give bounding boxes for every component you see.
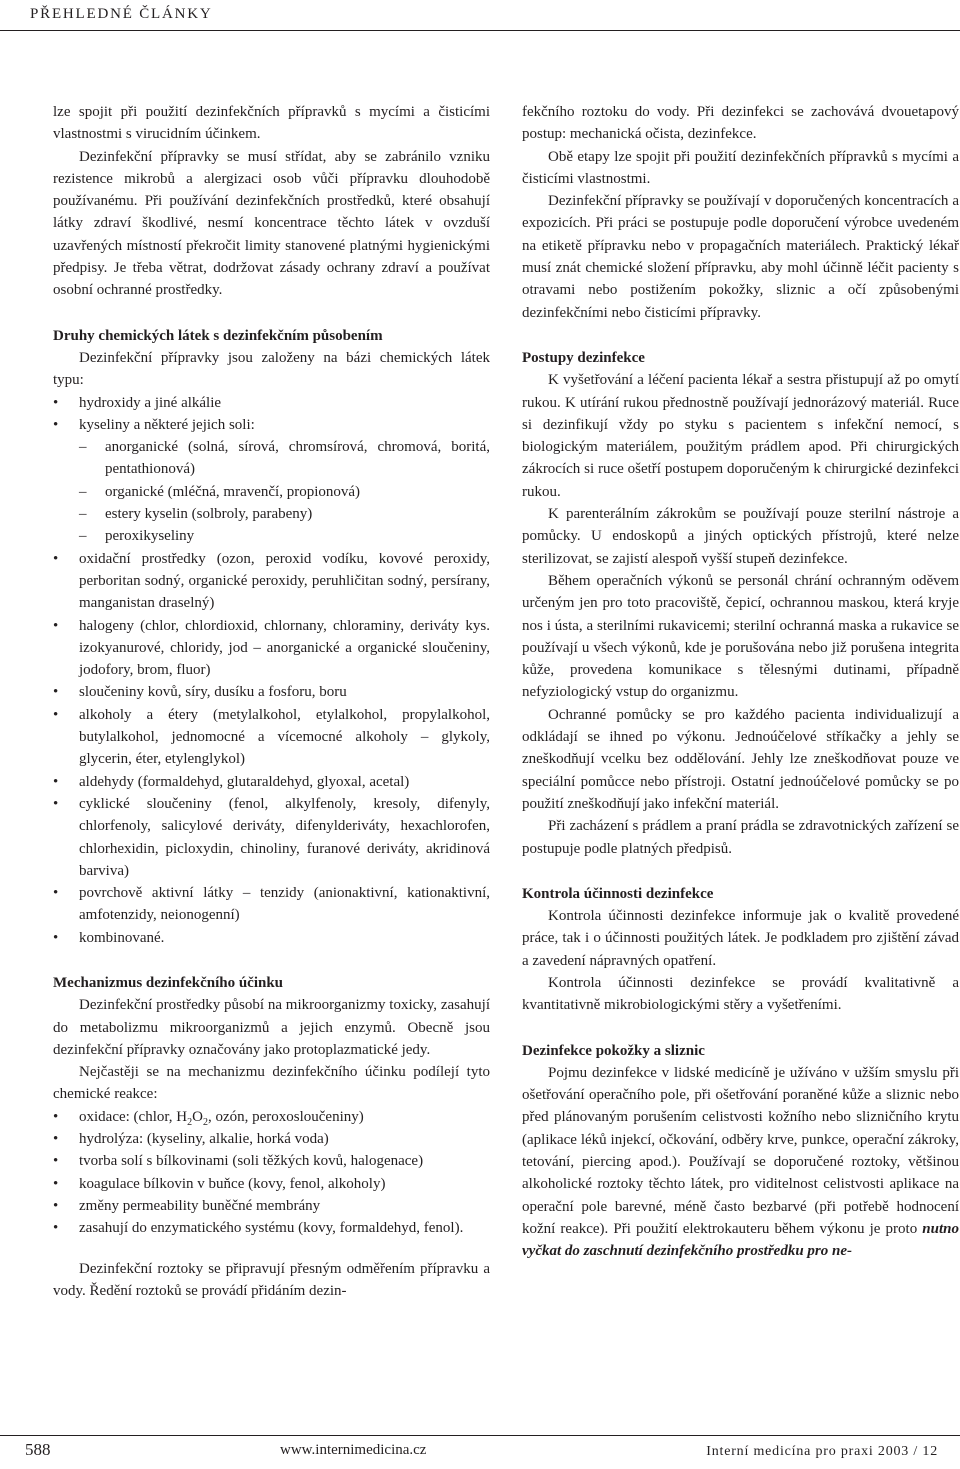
list-item: • koagulace bílkovin v buňce (kovy, fenol, alkoholy) [53, 1173, 490, 1195]
section-heading: Mechanizmus dezinfekčního účinku [53, 974, 284, 991]
list-item: • hydroxidy a jiné alkálie [53, 392, 490, 414]
journal-url: www.internimedicina.cz [280, 1442, 427, 1458]
sub-list-item: – organické (mléčná, mravenčí, propionová) [53, 481, 490, 503]
journal-name: Interní medicína pro praxi 2003 / 12 [706, 1444, 938, 1459]
header-rule [0, 30, 960, 31]
list-item [53, 414, 490, 548]
list-item: • oxidace: (chlor, $H_2O_2$, ozón, peroxosloučeniny) [53, 1106, 490, 1128]
left-column [53, 101, 490, 1302]
list-item: • halogeny (chlor, chlordioxid, chlornany, chloraminy, deriváty kys. izokyanurové, chloridy, jod – anorganické a organické sloučeniny, jodofory, brom, fluor) [53, 615, 490, 682]
sub-list-item: – peroxikyseliny [53, 525, 490, 547]
paragraph: Ochranné pomůcky se pro každého pacienta individualizují a odkládají se ihned po výkonu. Jednoúčelové stříkačky a jehly se zneškodňují vcelku bez oddělování. Jehly lze zneškodňovat pouze ve speciální pomůcce nebo přístroji. Ostatní jednoúčelové pomůcky se po použití zneškodňují jako infekční materiál. [522, 706, 959, 812]
paragraph: Dezinfekční přípravky se používají v doporučených koncentracích a expozicích. Při práci se postupuje podle doporučení výrobce uvedeném na etiketě přípravku nebo v propagačních materiálech. Praktický lékař musí znát chemické složení přípravku, aby mohl účinně léčit pacienty s otravami nebo postižením pokožky, sliznic a očí způsobenými dezinfekčními nebo čisticími přípravky. [522, 193, 959, 321]
list-item: • aldehydy (formaldehyd, glutaraldehyd, glyoxal, acetal) [53, 771, 490, 793]
section-header: PŘEHLEDNÉ ČLÁNKY [30, 6, 213, 22]
section-heading: Dezinfekce pokožky a sliznic [522, 1042, 705, 1059]
paragraph: Dezinfekční přípravky se musí střídat, aby se zabránilo vzniku rezistence mikrobů a alergizaci osob vůči přípravku dlouhodobě používanému. Při používání dezinfekčních prostředků, které obsahují látky zdraví škodlivé, nesmí koncentrace těchto látek v ovzduší uzavřených místností překročit limity stanovené platnými hygienickými předpisy. Je třeba větrat, dodržovat zásady ochrany zdraví a používat osobní ochranné prostředky. [53, 148, 490, 299]
paragraph: Pojmu dezinfekce v lidské medicíně je užíváno v užším smyslu při ošetřování operačního pole, při ošetřování poraněné kůže a sliznic nebo před plánovaným porušením celistvosti kožního nebo slizničního krytu (aplikace léků injekcí, očkování, odběry krve, punkce, operační zákroky, tetování, piercing apod.). Používají se doporučené roztoky, většinou alkoholické roztoky těchto látek, pro viditelnost celistvosti aplikace na operační pole barevné, méně často bezbarvé (při potřebě hodnocení kožní reakce). Při použití elektrokauteru během výkonu je proto nutno vyčkat do zaschnutí dezinfekčního prostředku pro ne- [522, 1064, 959, 1260]
list-item: • sloučeniny kovů, síry, dusíku a fosforu, boru [53, 681, 490, 703]
sub-list-item: – anorganické (solná, sírová, chromsírová, chromová, boritá, pentathionová) [53, 436, 490, 481]
right-column [522, 101, 959, 1263]
paragraph: fekčního roztoku do vody. Při dezinfekci se zachovává dvouetapový postup: mechanická očista, dezinfekce. [522, 104, 959, 143]
paragraph: Dezinfekční roztoky se připravují přesným odměřením přípravku a vody. Ředění roztoků se provádí přidáním dezin- [53, 1260, 490, 1299]
list-item: • alkoholy a étery (metylalkohol, etylalkohol, propylalkohol, butylalkohol, jednomocné a vícemocné alkoholy – glykoly, glycerin, éter, etylenglykol) [53, 704, 490, 771]
section-heading: Druhy chemických látek s dezinfekčním působením [53, 327, 383, 344]
list-item: • změny permeability buněčné membrány [53, 1195, 490, 1217]
paragraph: K parenterálním zákrokům se používají pouze sterilní nástroje a pomůcky. U endoskopů a jiných optických přístrojů, které nelze sterilizovat, se zajistí alespoň vyšší stupeň dezinfekce. [522, 506, 959, 567]
paragraph: K vyšetřování a léčení pacienta lékař a sestra přistupují až po omytí rukou. K utírání rukou přednostně používají jednorázový materiál. Ruce si dezinfikují vždy po styku s pacientem s infekční nemocí, s biologickým materiálem, použitým prádlem apod. Při chirurgických zákrocích si ruce ošetří postupem doporučeným k chirurgické dezinfekci rukou. [522, 372, 959, 500]
list-item: • cyklické sloučeniny (fenol, alkylfenoly, kresoly, difenyly, chlorfenoly, salicylové deriváty, difenylderiváty, hexachlorofen, chlorhexidin, picloxydin, chinoliny, furanové deriváty, akridinová barviva) [53, 793, 490, 882]
paragraph: Dezinfekční přípravky jsou založeny na bázi chemických látek typu: [53, 349, 490, 389]
paragraph: Dezinfekční prostředky působí na mikroorganizmy toxicky, zasahují do metabolizmu mikroorganizmů a jejich enzymů. Obecně jsou dezinfekční přípravky označovány jako protoplazmatické jedy. [53, 997, 490, 1058]
emphasized-text: nutno vyčkat do zaschnutí dezinfekčního prostředku pro ne- [522, 1220, 959, 1260]
paragraph: Kontrola účinnosti dezinfekce se provádí kvalitativně a kvantitativně mikrobiologickými stěry a vyšetřeními. [522, 974, 959, 1014]
list-item: • zasahují do enzymatického systému (kovy, formaldehyd, fenol). [53, 1217, 490, 1239]
list-item: • povrchově aktivní látky – tenzidy (anionaktivní, kationaktivní, amfotenzidy, neionogenní) [53, 882, 490, 927]
paragraph: lze spojit při použití dezinfekčních přípravků s mycími a čisticími vlastnostmi s virucidním účinkem. [53, 104, 490, 143]
paragraph: Obě etapy lze spojit při použití dezinfekčních přípravků s mycími a čisticími vlastnostmi. [522, 148, 959, 187]
paragraph: Během operačních výkonů se personál chrání ochranným oděvem určeným jen pro toto pracoviště, čepicí, ochrannou maskou, která kryje nos i ústa, a sterilními rukavicemi; sterilní ochranná maska a rukavice se používají u všech výkonů, kde je porušována nebo již porušena integrita kůže, provedena komunikace s tělesnými dutinami, případně nefyziologický vstup do organizmu. [522, 572, 959, 701]
page-number: 588 [25, 1440, 51, 1459]
list-item: • oxidační prostředky (ozon, peroxid vodíku, kovové peroxidy, perboritan sodný, organické peroxidy, peruhličitan sodný, persírany, manganistan draselný) [53, 548, 490, 615]
acid-sublist [53, 436, 490, 547]
section-heading: Kontrola účinnosti dezinfekce [522, 885, 714, 902]
list-item: • tvorba solí s bílkovinami (soli těžkých kovů, halogenace) [53, 1150, 490, 1172]
chemical-types-list [53, 392, 490, 949]
list-item: • hydrolýza: (kyseliny, alkalie, horká voda) [53, 1128, 490, 1150]
list-item-text: kyseliny a některé jejich soli: [79, 416, 255, 433]
list-item: • kombinované. [53, 927, 490, 949]
section-heading: Postupy dezinfekce [522, 349, 645, 366]
footer-rule [0, 1435, 960, 1436]
paragraph: Nejčastěji se na mechanizmu dezinfekčního účinku podílejí tyto chemické reakce: [53, 1064, 490, 1103]
sub-list-item: – estery kyselin (solbroly, parabeny) [53, 503, 490, 525]
paragraph: Kontrola účinnosti dezinfekce informuje jak o kvalitě provedené práce, tak i o účinnosti použitých látek. Je podkladem pro zjištění závad a zavedení nápravných opatření. [522, 908, 959, 969]
reactions-list [53, 1106, 490, 1240]
paragraph: Při zacházení s prádlem a praní prádla se zdravotnických zařízení se postupuje podle platných předpisů. [522, 818, 959, 857]
